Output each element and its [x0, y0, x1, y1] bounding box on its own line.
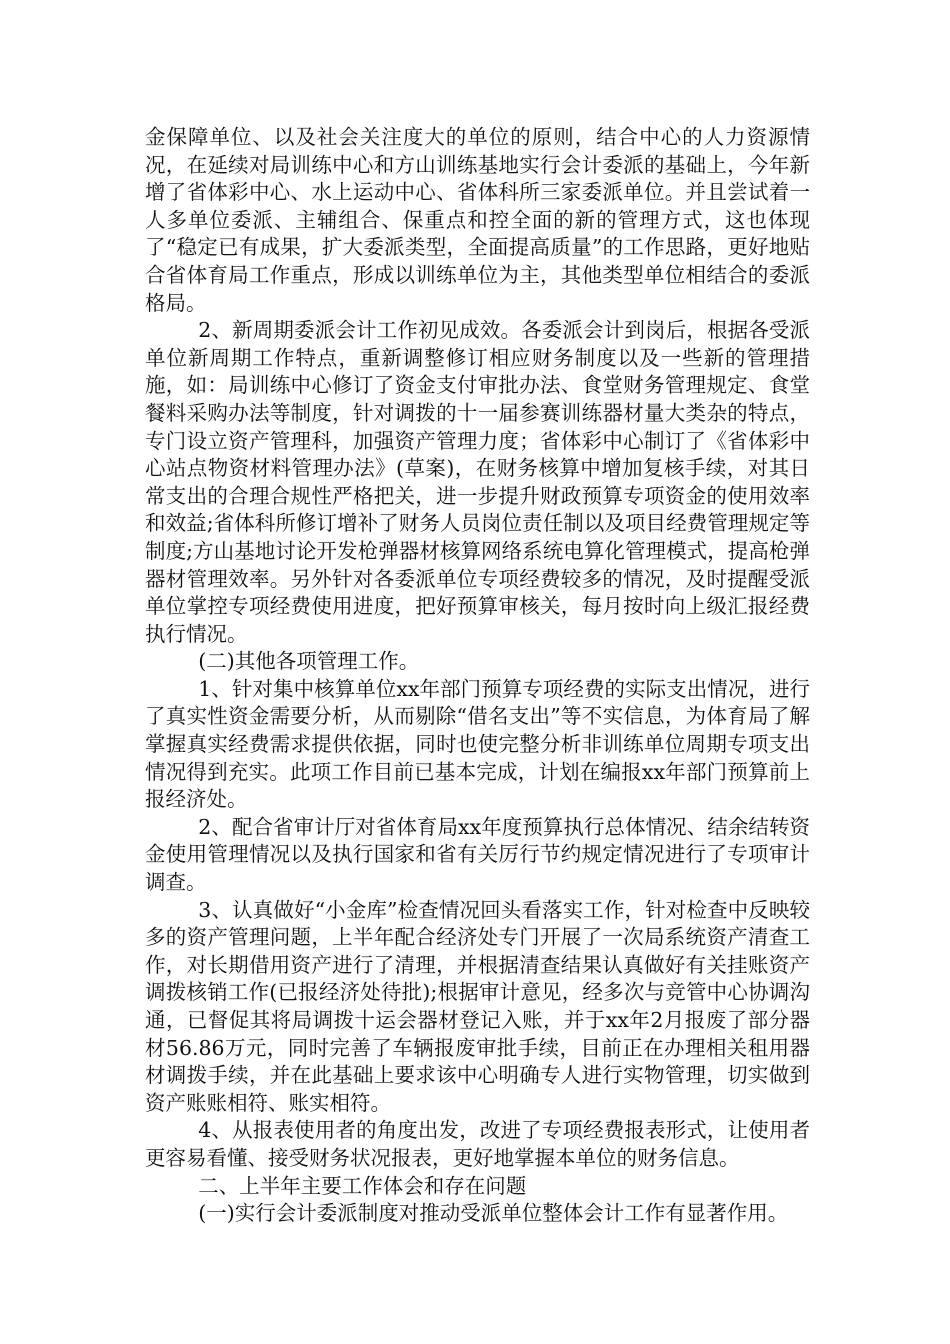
paragraph-item-1: 1、针对集中核算单位xx年部门预算专项经费的实际支出情况，进行了真实性资金需要分析，从而剔除“借名支出”等不实信息，为体育局了解掌握真实经费需求提供依据，同时也使完整分析非训练单位周期专项支出情况得到充实。此项工作目前已基本完成，计划在编报xx年部门预算前上报经济处。: [145, 676, 810, 812]
paragraph-item-2-audit: 2、配合省审计厅对省体育局xx年度预算执行总体情况、结余结转资金使用管理情况以及执行国家和省有关厉行节约规定情况进行了专项审计调查。: [145, 814, 810, 895]
subsection-heading-1: (一)实行会计委派制度对推动受派单位整体会计工作有显著作用。: [198, 1201, 789, 1226]
paragraph-item-4: 4、从报表使用者的角度出发，改进了专项经费报表形式，让使用者更容易看懂、接受财务状况报表，更好地掌握本单位的财务信息。: [145, 1118, 810, 1170]
paragraph-item-3: 3、认真做好“小金库”检查情况回头看落实工作，针对检查中反映较多的资产管理问题，上半年配合经济处专门开展了一次局系统资产清查工作，对长期借用资产进行了清理，并根据清查结果认真做好有关挂账资产调拨核销工作(已报经济处待批);根据审计意见，经多次与竞管中心协调沟通，已督促其将局调拨十运会器材登记入账，并于xx年2月报废了部分器材56.86万元，同时完善了车辆报废审批手续，目前正在办理相关租用器材调拨手续，并在此基础上要求该中心明确专人进行实物管理，切实做到资产账账相符、账实相符。: [145, 897, 810, 1115]
section-heading-experience: 二、上半年主要工作体会和存在问题: [198, 1173, 527, 1198]
document-body: [145, 124, 810, 1228]
paragraph-continuation: 金保障单位、以及社会关注度大的单位的原则，结合中心的人力资源情况，在延续对局训练中心和方山训练基地实行会计委派的基础上，今年新增了省体彩中心、水上运动中心、省体科所三家委派单位。并且尝试着一人多单位委派、主辅组合、保重点和控全面的新的管理方式，这也体现了“稳定已有成果，扩大委派类型，全面提高质量”的工作思路，更好地贴合省体育局工作重点，形成以训练单位为主，其他类型单位相结合的委派格局。: [145, 125, 810, 315]
section-heading-other-management: (二)其他各项管理工作。: [198, 649, 420, 674]
paragraph-item-2: 2、新周期委派会计工作初见成效。各委派会计到岗后，根据各受派单位新周期工作特点，重新调整修订相应财务制度以及一些新的管理措施，如：局训练中心修订了资金支付审批办法、食堂财务管理规定、食堂餐料采购办法等制度，针对调拨的十一届参赛训练器材量大类杂的特点，专门设立资产管理科，加强资产管理力度；省体彩中心制订了《省体彩中心站点物资材料管理办法》(草案)，在财务核算中增加复核手续，对其日常支出的合理合规性严格把关，进一步提升财政预算专项资金的使用效率和效益;省体科所修订增补了财务人员岗位责任制以及项目经费管理规定等制度;方山基地讨论开发枪弹器材核算网络系统电算化管理模式，提高枪弹器材管理效率。另外针对各委派单位专项经费较多的情况，及时提醒受派单位掌控专项经费使用进度，把好预算审核关，每月按时向上级汇报经费执行情况。: [145, 318, 810, 646]
